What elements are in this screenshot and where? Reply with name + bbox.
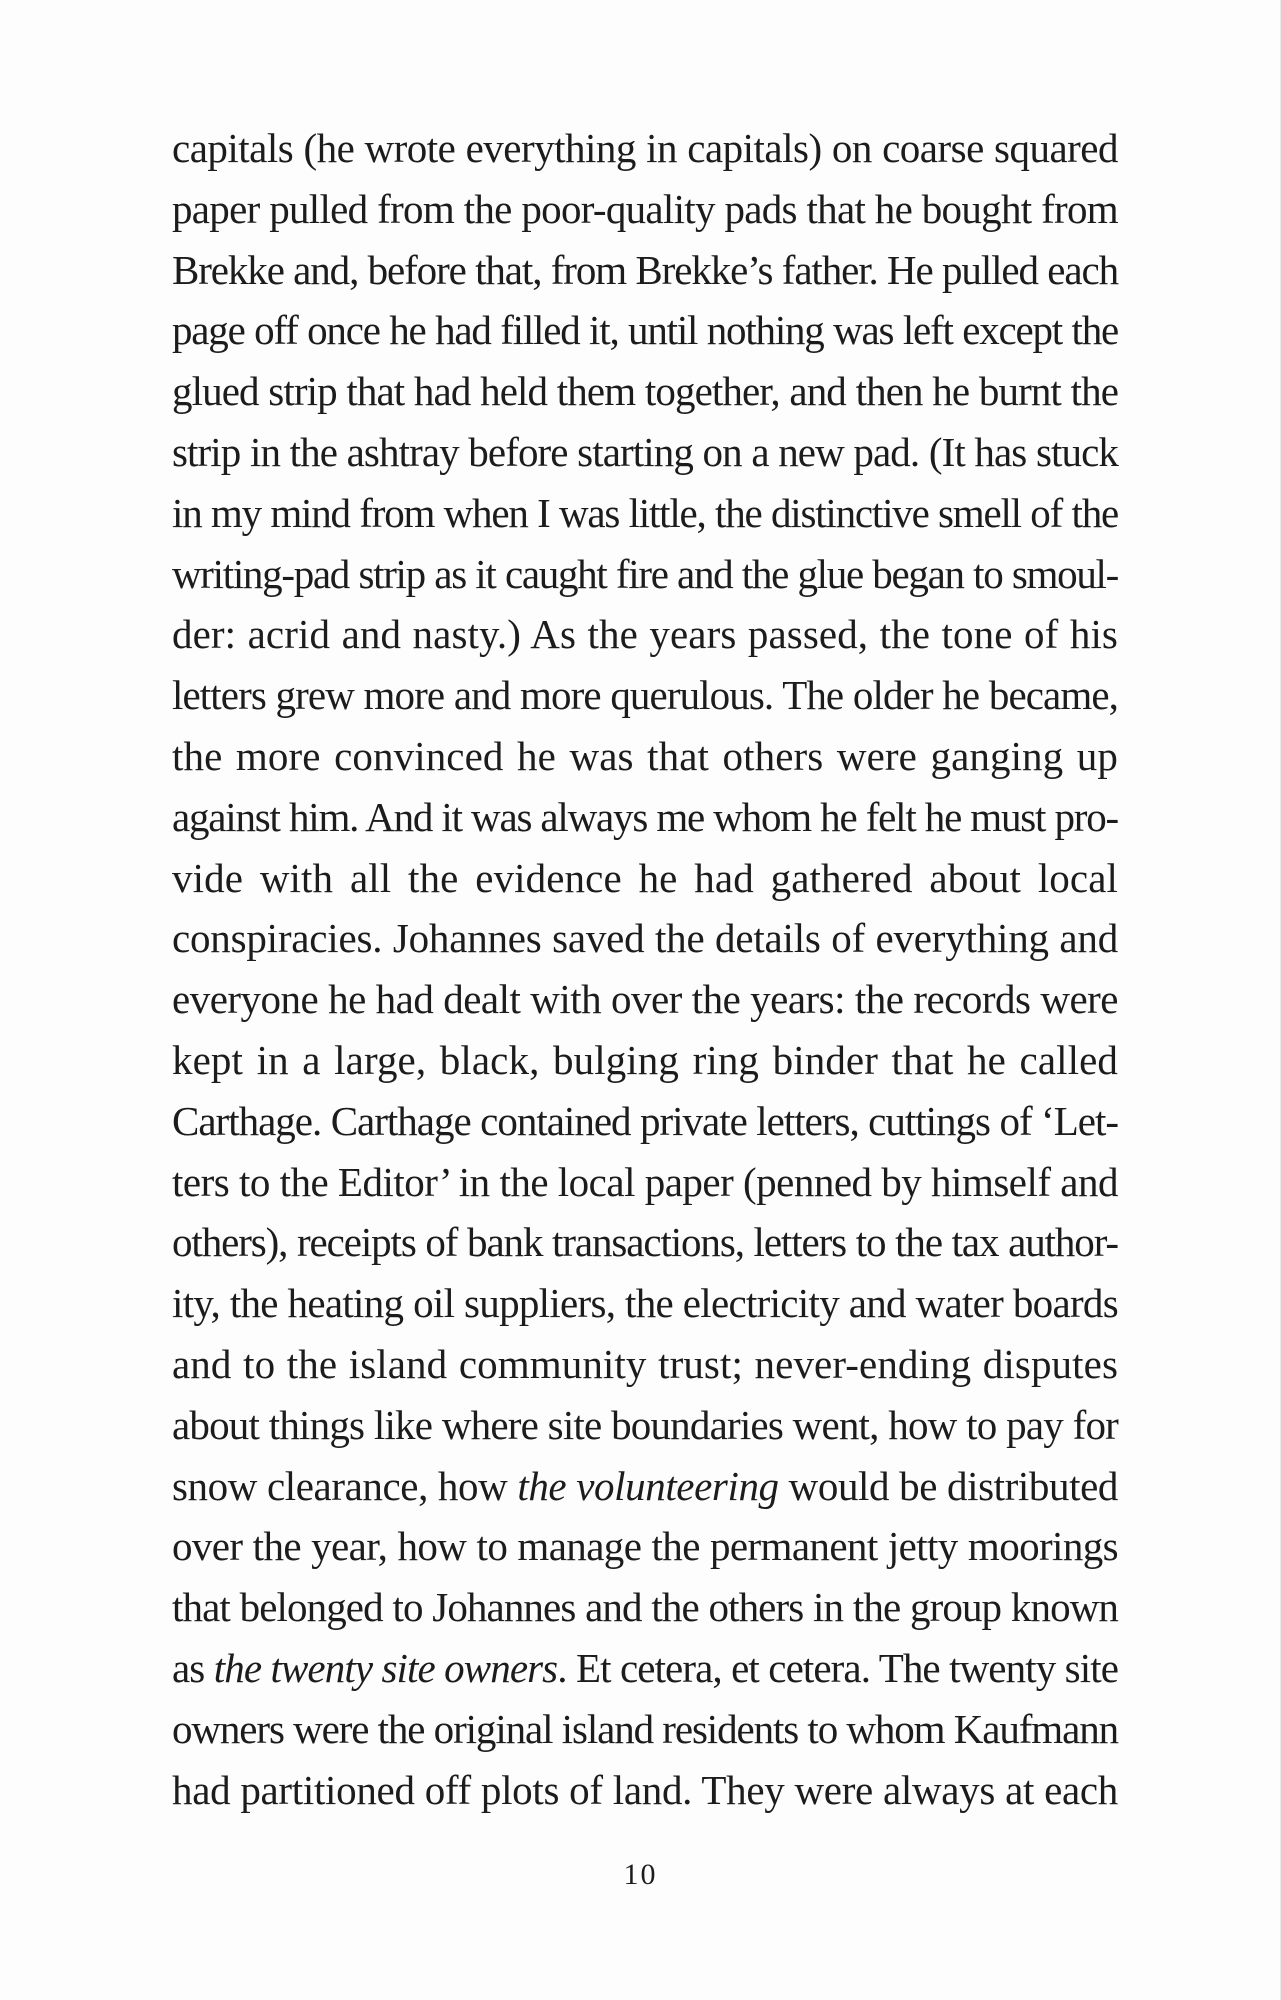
text-segment: had partitioned off plots of land. They were always at each [172,1766,1118,1813]
text-segment: others), receipts of bank transactions, letters to the tax author- [172,1219,1118,1266]
text-line [172,544,1118,605]
text-segment: Brekke and, before that, from Brekke’s father. He pulled each [172,246,1118,293]
text-line [172,1395,1118,1456]
text-segment: capitals (he wrote everything in capitals) on coarse squared [172,125,1118,171]
text-line [172,848,1118,909]
text-segment: . Et cetera, et cetera. The twenty site [557,1644,1118,1691]
text-line [172,240,1118,301]
text-line [172,908,1118,969]
text-segment: der: acrid and nasty.) As the years passed, the tone of his [172,611,1118,658]
text-line [172,1577,1118,1638]
page-number: 10 [623,1858,658,1891]
text-segment: vide with all the evidence he had gathered about local [172,854,1118,901]
text-line [172,1516,1118,1577]
text-segment: about things like where site boundaries went, how to pay for [172,1401,1118,1448]
body-text [172,118,1118,1820]
text-segment: owners were the original island residents to whom Kaufmann [172,1705,1118,1752]
text-segment: ity, the heating oil suppliers, the electricity and water boards [172,1280,1118,1327]
text-line [172,726,1118,787]
text-segment: strip in the ashtray before starting on a new pad. (It has stuck [172,428,1118,475]
text-line [172,665,1118,726]
text-segment: that belonged to Johannes and the others in the group known [172,1584,1118,1631]
italic-phrase: the volunteering [517,1462,779,1509]
text-line [172,361,1118,422]
text-segment: snow clearance, how [172,1462,518,1509]
text-segment: everyone he had dealt with over the years: the records were [172,976,1118,1023]
text-segment: writing-pad strip as it caught fire and the glue began to smoul- [172,550,1118,597]
text-line [172,787,1118,848]
text-line [172,1212,1118,1273]
text-segment: in my mind from when I was little, the distinctive smell of the [172,489,1118,536]
text-line [172,483,1118,544]
text-line [172,969,1118,1030]
text-line [172,118,1118,179]
text-segment: as [172,1644,214,1691]
text-line [172,179,1118,240]
text-line [172,1456,1118,1517]
text-segment: and to the island community trust; never-ending disputes [172,1340,1118,1387]
text-segment: would be distributed [778,1462,1119,1509]
text-line [172,1091,1118,1152]
text-segment: conspiracies. Johannes saved the details of everything and [172,915,1118,962]
text-line [172,1334,1118,1395]
text-segment: paper pulled from the poor-quality pads that he bought from [172,185,1118,232]
text-segment: ters to the Editor’ in the local paper (penned by himself and [172,1158,1118,1205]
text-segment: glued strip that had held them together, and then he burnt the [172,368,1118,415]
text-segment: against him. And it was always me whom he felt he must pro- [172,793,1118,840]
text-line [172,1699,1118,1760]
text-line [172,300,1118,361]
text-line [172,1273,1118,1334]
text-line [172,604,1118,665]
italic-phrase: the twenty site owners [213,1644,558,1691]
text-segment: the more convinced he was that others were ganging up [172,732,1118,779]
text-segment: over the year, how to manage the permanent jetty moorings [172,1523,1118,1570]
text-segment: page off once he had filled it, until nothing was left except the [172,307,1118,354]
text-line [172,1152,1118,1213]
text-segment: kept in a large, black, bulging ring binder that he called [172,1036,1118,1083]
text-line [172,422,1118,483]
text-line [172,1638,1118,1699]
text-segment: Carthage. Carthage contained private letters, cuttings of ‘Let- [172,1097,1118,1144]
text-line [172,1030,1118,1091]
text-segment: letters grew more and more querulous. The older he became, [172,672,1118,719]
text-line [172,1760,1118,1821]
